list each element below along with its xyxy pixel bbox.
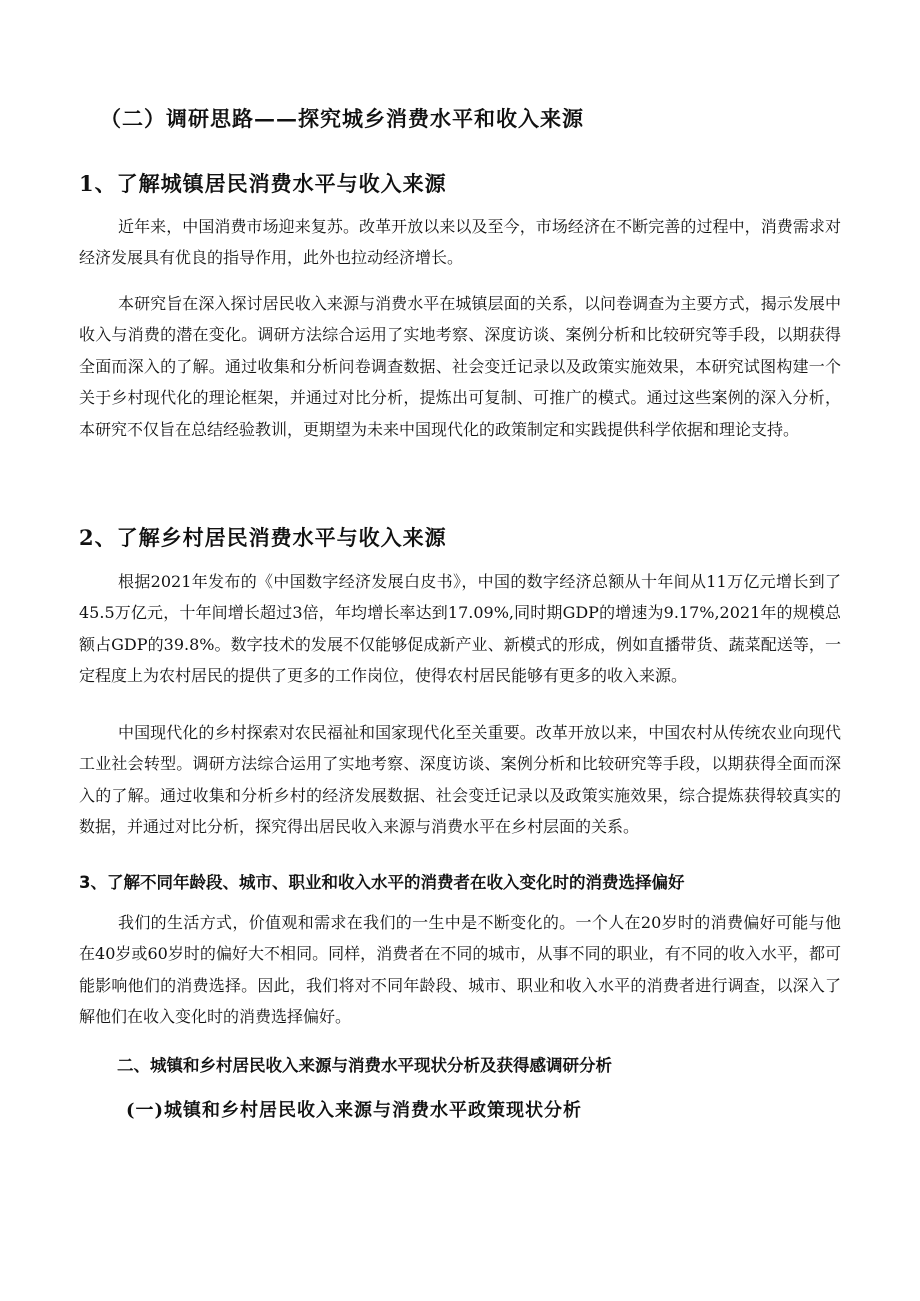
paragraph-rural-method: 中国现代化的乡村探索对农民福祉和国家现代化至关重要。改革开放以来，中国农村从传统农业向现代工业社会转型。调研方法综合运用了实地考察、深度访谈、案例分析和比较研究等手段，以期获得全面而深入的了解。通过收集和分析乡村的经济发展数据、社会变迁记录以及政策实施效果，综合提炼获得较真实的数据，并通过对比分析，探究得出居民收入来源与消费水平在乡村层面的关系。	[79, 723, 841, 837]
heading-urban-consumption: 1、了解城镇居民消费水平与收入来源	[79, 171, 447, 196]
paragraph-urban-method: 本研究旨在深入探讨居民收入来源与消费水平在城镇层面的关系，以问卷调查为主要方式，揭示发展中收入与消费的潜在变化。调研方法综合运用了实地考察、深度访谈、案例分析和比较研究等手段，以期获得全面而深入的了解。通过收集和分析问卷调查数据、社会变迁记录以及政策实施效果，本研究试图构建一个关于乡村现代化的理论框架，并通过对比分析，提炼出可复制、可推广的模式。通过这些案例的深入分析，本研究不仅旨在总结经验教训，更期望为未来中国现代化的政策制定和实践提供科学依据和理论支持。	[79, 294, 841, 439]
heading-rural-consumption: 2、了解乡村居民消费水平与收入来源	[79, 525, 447, 550]
paragraph-urban-intro: 近年来，中国消费市场迎来复苏。改革开放以来以及至今，市场经济在不断完善的过程中，消费需求对经济发展具有优良的指导作用，此外也拉动经济增长。	[79, 217, 841, 268]
chapter-two-heading: 二、城镇和乡村居民收入来源与消费水平现状分析及获得感调研分析	[117, 1056, 612, 1075]
heading-consumer-preferences: 3、了解不同年龄段、城市、职业和收入水平的消费者在收入变化时的消费选择偏好	[79, 873, 685, 892]
section-subheading-research-approach: （二）调研思路——探究城乡消费水平和收入来源	[100, 106, 584, 131]
paragraph-consumer-preferences: 我们的生活方式，价值观和需求在我们的一生中是不断变化的。一个人在20岁时的消费偏好可能与他在40岁或60岁时的偏好大不相同。同样，消费者在不同的城市，从事不同的职业，有不同的收入水平，都可能影响他们的消费选择。因此，我们将对不同年龄段、城市、职业和收入水平的消费者进行调查，以深入了解他们在收入变化时的消费选择偏好。	[79, 913, 841, 1027]
chapter-two-subheading: (一)城镇和乡村居民收入来源与消费水平政策现状分析	[126, 1100, 583, 1121]
paragraph-digital-economy: 根据2021年发布的《中国数字经济发展白皮书》，中国的数字经济总额从十年间从11万亿元增长到了45.5万亿元，十年间增长超过3倍，年均增长率达到17.09%,同时期GDP的增速为9.17%,2021年的规模总额占GDP的39.8%。数字技术的发展不仅能够促成新产业、新模式的形成，例如直播带货、蔬菜配送等，一定程度上为农村居民的提供了更多的工作岗位，使得农村居民能够有更多的收入来源。	[79, 572, 841, 686]
